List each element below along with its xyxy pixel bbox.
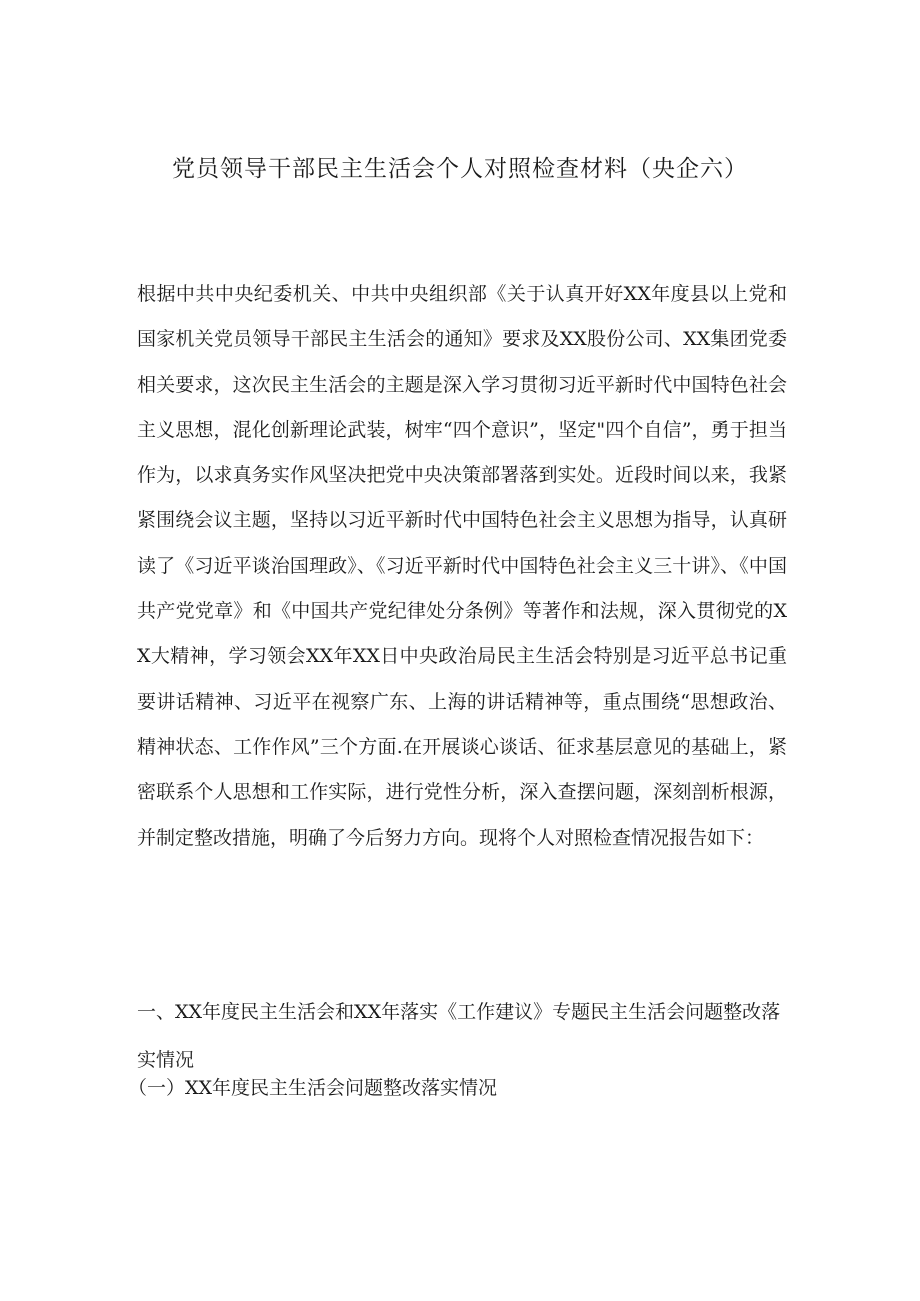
- section-heading: 一、XX年度民主生活会和XX年落实《工作建议》专题民主生活会问题整改落实情况: [137, 1001, 781, 1071]
- sub-section-heading: （一）XX年度民主生活会问题整改落实情况: [128, 1077, 498, 1099]
- document-title: 党员领导干部民主生活会个人对照检查材料（央企六）: [172, 156, 748, 182]
- intro-paragraph: 根据中共中央纪委机关、中共中央组织部《关于认真开好XX年度县以上党和国家机关党员领导干部民主生活会的通知》要求及XX股份公司、XX集团党委相关要求，这次民主生活会的主题是深入学习贯彻习近平新时代中国特色社会主义思想，混化创新理论武装，树牢“四个意识”，坚定"四个自信”，勇于担当作为，以求真务实作风坚决把党中央决策部署落到实处。近段时间以来，我紧紧围绕会议主题，坚持以习近平新时代中国特色社会主义思想为指导，认真研读了《习近平谈治国理政》、《习近平新时代中国特色社会主义三十讲》、《中国共产党党章》和《中国共产党纪律处分条例》等著作和法规，深入贯彻党的XX大精神，学习领会XX年XX日中央政治局民主生活会特别是习近平总书记重要讲话精神、习近平在视察广东、上海的讲话精神等，重点围绕“思想政治、精神状态、工作作风”三个方面.在开展谈心谈话、征求基层意见的基础上，紧密联系个人思想和工作实际，进行党性分析，深入查摆问题，深刻剖析根源，并制定整改措施，明确了今后努力方向。现将个人对照检查情况报告如下：: [137, 283, 787, 849]
